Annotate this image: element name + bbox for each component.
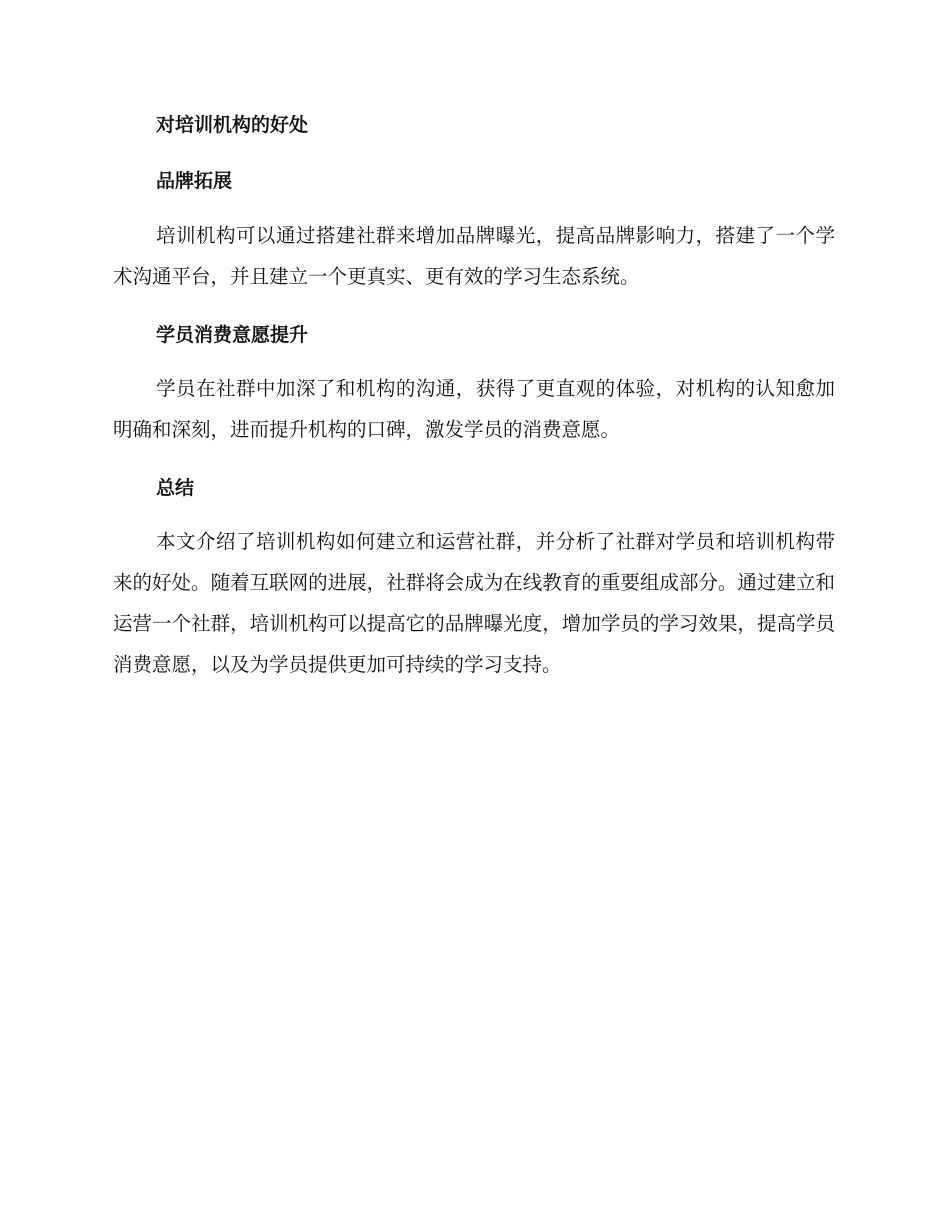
paragraph-summary: 本文介绍了培训机构如何建立和运营社群，并分析了社群对学员和培训机构带来的好处。随着互联网的进展，社群将会成为在线教育的重要组成部分。通过建立和运营一个社群，培训机构可以提高它的品牌曝光度，增加学员的学习效果，提高学员消费意愿，以及为学员提供更加可持续的学习支持。 (113, 530, 835, 676)
section-heading-consumption-willingness: 学员消费意愿提升 (156, 324, 309, 346)
section-heading-benefits: 对培训机构的好处 (156, 114, 309, 136)
paragraph-brand-expansion: 培训机构可以通过搭建社群来增加品牌曝光，提高品牌影响力，搭建了一个学术沟通平台，并且建立一个更真实、更有效的学习生态系统。 (113, 224, 835, 288)
paragraph-consumption-willingness: 学员在社群中加深了和机构的沟通，获得了更直观的体验，对机构的认知愈加明确和深刻，进而提升机构的口碑，激发学员的消费意愿。 (113, 377, 835, 441)
document-page (113, 108, 835, 685)
section-heading-summary: 总结 (156, 477, 195, 499)
section-heading-brand-expansion: 品牌拓展 (156, 170, 233, 192)
